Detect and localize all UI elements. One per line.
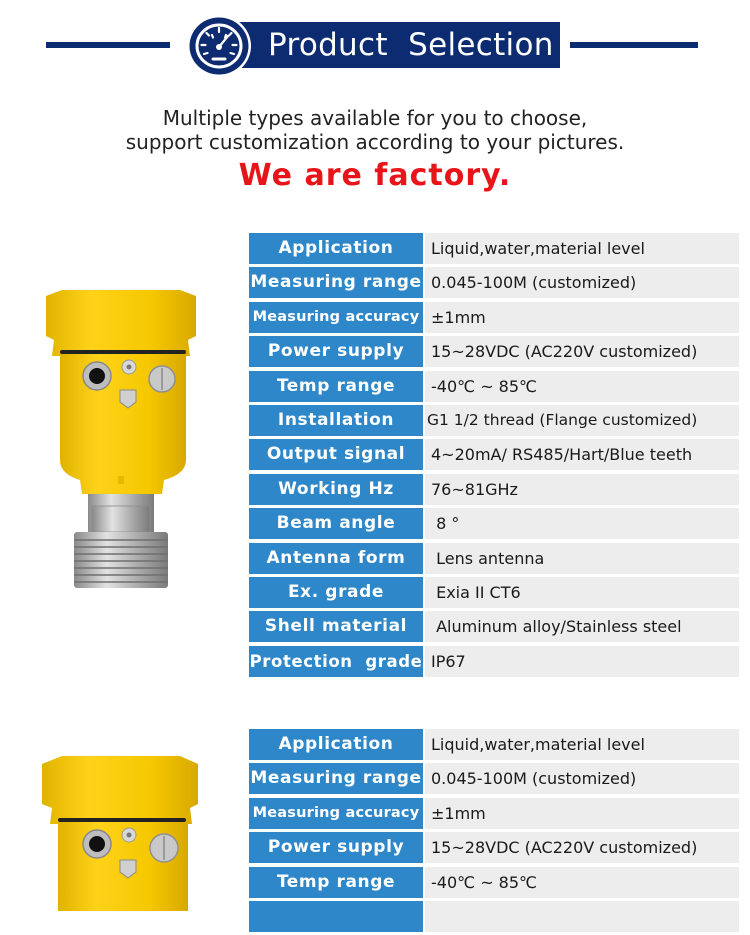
spec-value: 4~20mA/ RS485/Hart/Blue teeth (425, 439, 739, 470)
spec-value: Liquid,water,material level (425, 233, 739, 264)
factory-slogan: We are factory. (238, 158, 512, 193)
spec-value: -40℃ ~ 85℃ (425, 867, 739, 898)
spec-label: Measuring range (249, 763, 423, 794)
spec-label: Power supply (249, 336, 423, 367)
spec-label: Measuring accuracy (249, 302, 423, 333)
spec-row-measuring-range (249, 267, 739, 298)
spec-row-working-hz (249, 474, 739, 505)
spec-value: 15~28VDC (AC220V customized) (425, 832, 739, 863)
spec-row-measuring-accuracy (249, 798, 739, 829)
spec-value: ±1mm (425, 302, 739, 333)
intro-text (0, 106, 750, 194)
spec-row-beam-angle (249, 508, 739, 539)
spec-row-measuring-range (249, 763, 739, 794)
spec-label: Application (249, 233, 423, 264)
spec-label: Installation (249, 405, 423, 436)
spec-row-application (249, 233, 739, 264)
spec-label: Shell material (249, 611, 423, 642)
spec-row-power-supply (249, 832, 739, 863)
spec-value: Lens antenna (425, 543, 739, 574)
header-rule-left (46, 42, 170, 48)
spec-label: Antenna form (249, 543, 423, 574)
spec-row-temp-range (249, 867, 739, 898)
spec-label: Output signal (249, 439, 423, 470)
product-image (40, 752, 202, 911)
spec-value: 0.045-100M (customized) (425, 763, 739, 794)
spec-row-shell-material (249, 611, 739, 642)
spec-row-protection-grade (249, 646, 739, 677)
spec-label: Ex. grade (249, 577, 423, 608)
header-rule-right (570, 42, 698, 48)
spec-label: Power supply (249, 832, 423, 863)
spec-label: Protection grade (249, 646, 423, 677)
spec-label: Temp range (249, 371, 423, 402)
spec-row-application (249, 729, 739, 760)
spec-value: Liquid,water,material level (425, 729, 739, 760)
spec-label: Measuring accuracy (249, 798, 423, 829)
spec-value: G1 1/2 thread (Flange customized) (425, 405, 739, 436)
spec-row-power-supply (249, 336, 739, 367)
spec-row-output-signal (249, 439, 739, 470)
spec-value: Exia II CT6 (425, 577, 739, 608)
spec-table-2 (249, 729, 739, 935)
spec-row-installation (249, 405, 739, 436)
spec-row-cut-off (249, 901, 739, 932)
spec-label: Measuring range (249, 267, 423, 298)
spec-label: Working Hz (249, 474, 423, 505)
spec-value (425, 901, 739, 932)
spec-value: 0.045-100M (customized) (425, 267, 739, 298)
spec-value: ±1mm (425, 798, 739, 829)
spec-label (249, 901, 423, 932)
spec-row-temp-range (249, 371, 739, 402)
section-header (0, 0, 750, 90)
spec-label: Application (249, 729, 423, 760)
spec-value: 15~28VDC (AC220V customized) (425, 336, 739, 367)
spec-row-measuring-accuracy (249, 302, 739, 333)
spec-value: 76~81GHz (425, 474, 739, 505)
spec-row-antenna-form (249, 543, 739, 574)
spec-label: Temp range (249, 867, 423, 898)
speedometer-icon (186, 14, 252, 78)
spec-label: Beam angle (249, 508, 423, 539)
spec-value: -40℃ ~ 85℃ (425, 371, 739, 402)
spec-value: Aluminum alloy/Stainless steel (425, 611, 739, 642)
spec-row-ex-grade (249, 577, 739, 608)
product-image (40, 284, 202, 594)
page-title: Product Selection (268, 27, 554, 63)
intro-line-1: Multiple types available for you to choose, (162, 106, 588, 130)
spec-table-1 (249, 233, 739, 680)
spec-value: IP67 (425, 646, 739, 677)
intro-line-2: support customization according to your pictures. (125, 130, 625, 154)
spec-value: 8 ° (425, 508, 739, 539)
